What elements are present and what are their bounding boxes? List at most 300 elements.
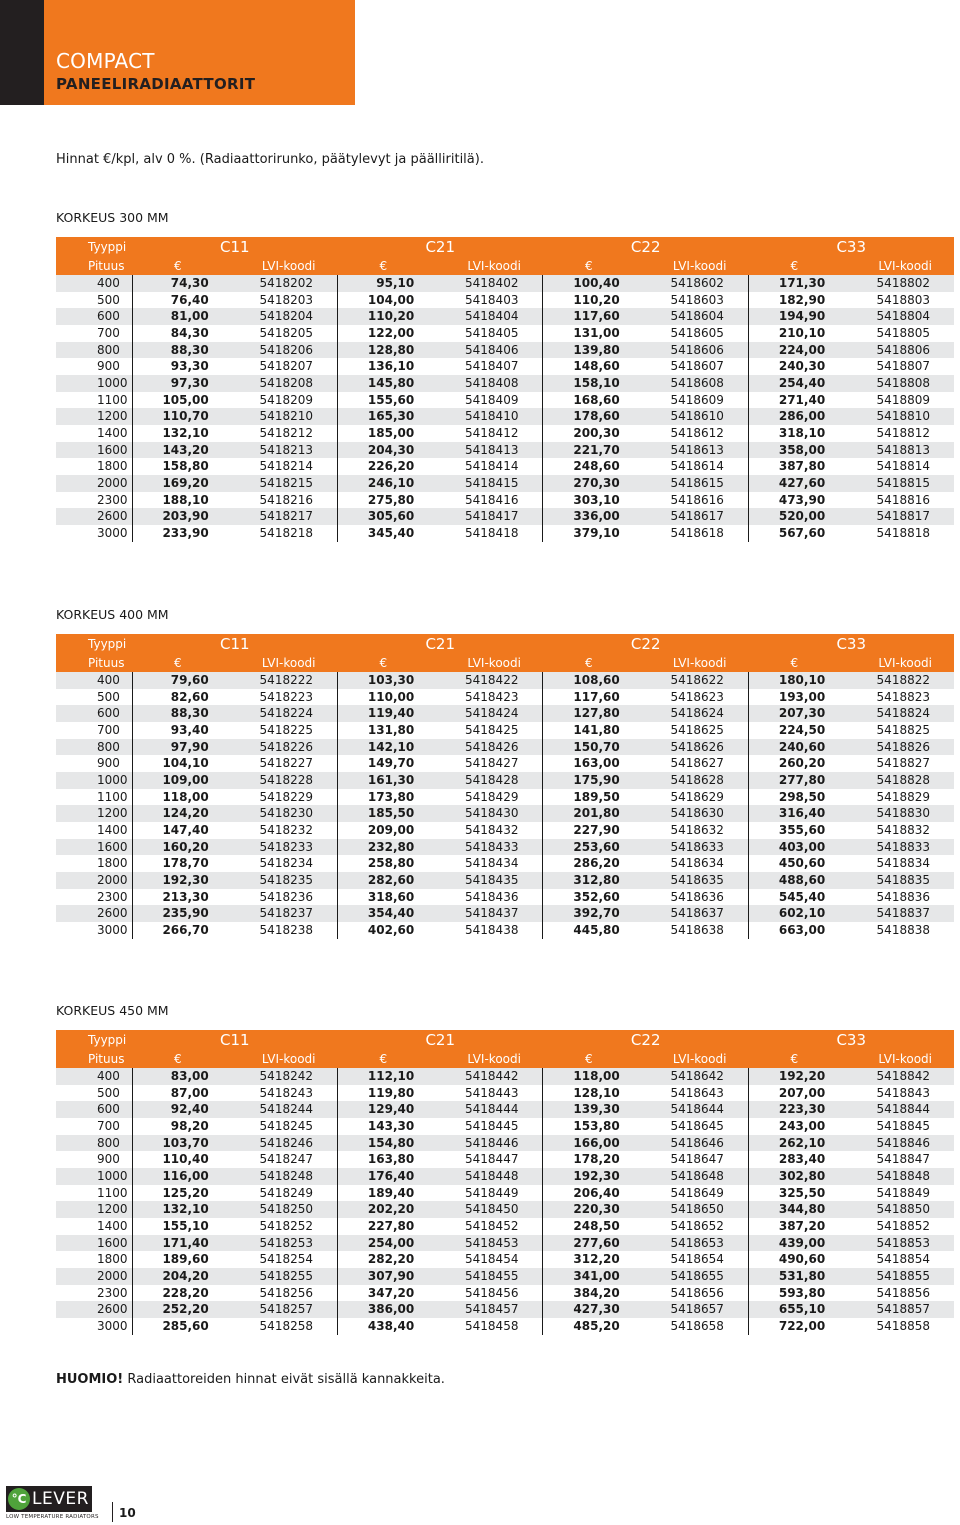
price-cell: 117,60 (543, 308, 646, 325)
price-cell: 124,20 (132, 805, 235, 822)
price-cell: 178,20 (543, 1151, 646, 1168)
price-cell: 178,70 (132, 855, 235, 872)
table-row (56, 392, 954, 409)
page-subtitle: PANEELIRADIAATTORIT (56, 75, 256, 93)
price-cell: 201,80 (543, 805, 646, 822)
price-cell: 173,80 (338, 789, 441, 806)
code-cell: 5418855 (851, 1268, 954, 1285)
price-cell: 318,10 (748, 425, 851, 442)
price-cell: 92,40 (132, 1101, 235, 1118)
code-cell: 5418643 (646, 1085, 749, 1102)
code-cell: 5418450 (440, 1201, 543, 1218)
length-cell: 1200 (56, 805, 132, 822)
table-row (56, 772, 954, 789)
code-cell: 5418804 (851, 308, 954, 325)
price-cell: 129,40 (338, 1101, 441, 1118)
price-cell: 722,00 (748, 1318, 851, 1335)
price-cell: 93,40 (132, 722, 235, 739)
price-cell: 132,10 (132, 425, 235, 442)
price-cell: 163,80 (338, 1151, 441, 1168)
length-cell: 2300 (56, 889, 132, 906)
length-cell: 1600 (56, 1235, 132, 1252)
code-cell: 5418837 (851, 905, 954, 922)
code-header: LVI-koodi (235, 655, 338, 672)
code-cell: 5418258 (235, 1318, 338, 1335)
table-row (56, 1301, 954, 1318)
price-cell: 125,20 (132, 1185, 235, 1202)
price-header: € (338, 258, 441, 275)
code-cell: 5418609 (646, 392, 749, 409)
price-cell: 270,30 (543, 475, 646, 492)
section-title-450: KORKEUS 450 MM (56, 1003, 169, 1018)
price-cell: 143,20 (132, 442, 235, 459)
code-cell: 5418244 (235, 1101, 338, 1118)
code-cell: 5418203 (235, 292, 338, 309)
price-cell: 166,00 (543, 1135, 646, 1152)
table-row (56, 458, 954, 475)
code-cell: 5418613 (646, 442, 749, 459)
price-cell: 112,10 (338, 1068, 441, 1085)
code-cell: 5418809 (851, 392, 954, 409)
code-cell: 5418422 (440, 672, 543, 689)
code-cell: 5418426 (440, 739, 543, 756)
type-group-c21: C21 (338, 237, 543, 258)
price-cell: 253,60 (543, 839, 646, 856)
code-header: LVI-koodi (646, 655, 749, 672)
price-cell: 185,00 (338, 425, 441, 442)
length-cell: 2300 (56, 1285, 132, 1302)
code-cell: 5418228 (235, 772, 338, 789)
code-cell: 5418217 (235, 508, 338, 525)
price-cell: 81,00 (132, 308, 235, 325)
price-cell: 602,10 (748, 905, 851, 922)
code-cell: 5418210 (235, 408, 338, 425)
price-cell: 312,80 (543, 872, 646, 889)
price-cell: 318,60 (338, 889, 441, 906)
page-title: COMPACT (56, 49, 155, 73)
code-cell: 5418403 (440, 292, 543, 309)
price-cell: 110,20 (338, 308, 441, 325)
code-cell: 5418807 (851, 358, 954, 375)
code-cell: 5418248 (235, 1168, 338, 1185)
code-cell: 5418815 (851, 475, 954, 492)
code-cell: 5418836 (851, 889, 954, 906)
length-cell: 2600 (56, 508, 132, 525)
code-cell: 5418447 (440, 1151, 543, 1168)
price-intro-text: Hinnat €/kpl, alv 0 %. (Radiaattorirunko, päätylevyt ja päälliritilä). (56, 152, 484, 167)
code-cell: 5418405 (440, 325, 543, 342)
type-group-c22: C22 (543, 634, 748, 655)
price-cell: 154,80 (338, 1135, 441, 1152)
price-cell: 254,40 (748, 375, 851, 392)
length-cell: 3000 (56, 525, 132, 542)
code-cell: 5418854 (851, 1251, 954, 1268)
code-cell: 5418238 (235, 922, 338, 939)
price-cell: 228,20 (132, 1285, 235, 1302)
price-cell: 275,80 (338, 492, 441, 509)
price-cell: 262,10 (748, 1135, 851, 1152)
length-cell: 500 (56, 292, 132, 309)
price-cell: 485,20 (543, 1318, 646, 1335)
section-title-400: KORKEUS 400 MM (56, 607, 169, 622)
price-cell: 110,00 (338, 689, 441, 706)
code-cell: 5418602 (646, 275, 749, 292)
code-cell: 5418449 (440, 1185, 543, 1202)
length-label: Pituus (56, 655, 132, 672)
code-cell: 5418227 (235, 755, 338, 772)
length-cell: 1200 (56, 408, 132, 425)
table-row (56, 722, 954, 739)
code-cell: 5418842 (851, 1068, 954, 1085)
price-cell: 282,20 (338, 1251, 441, 1268)
code-cell: 5418442 (440, 1068, 543, 1085)
price-cell: 192,30 (543, 1168, 646, 1185)
code-cell: 5418826 (851, 739, 954, 756)
price-cell: 387,20 (748, 1218, 851, 1235)
price-cell: 286,20 (543, 855, 646, 872)
length-cell: 400 (56, 1068, 132, 1085)
code-cell: 5418409 (440, 392, 543, 409)
price-cell: 445,80 (543, 922, 646, 939)
table-row (56, 1235, 954, 1252)
code-cell: 5418243 (235, 1085, 338, 1102)
price-cell: 473,90 (748, 492, 851, 509)
price-cell: 136,10 (338, 358, 441, 375)
code-cell: 5418434 (440, 855, 543, 872)
code-cell: 5418607 (646, 358, 749, 375)
code-cell: 5418428 (440, 772, 543, 789)
length-cell: 1100 (56, 789, 132, 806)
length-cell: 2000 (56, 475, 132, 492)
code-cell: 5418213 (235, 442, 338, 459)
code-cell: 5418417 (440, 508, 543, 525)
length-cell: 600 (56, 308, 132, 325)
code-cell: 5418256 (235, 1285, 338, 1302)
price-cell: 227,90 (543, 822, 646, 839)
price-table-450 (56, 1030, 954, 1335)
code-cell: 5418832 (851, 822, 954, 839)
price-cell: 153,80 (543, 1118, 646, 1135)
code-cell: 5418622 (646, 672, 749, 689)
price-cell: 248,50 (543, 1218, 646, 1235)
price-cell: 210,10 (748, 325, 851, 342)
code-cell: 5418656 (646, 1285, 749, 1302)
price-cell: 258,80 (338, 855, 441, 872)
code-cell: 5418436 (440, 889, 543, 906)
code-cell: 5418615 (646, 475, 749, 492)
code-cell: 5418414 (440, 458, 543, 475)
table-row (56, 705, 954, 722)
price-cell: 386,00 (338, 1301, 441, 1318)
code-cell: 5418408 (440, 375, 543, 392)
notice-label: HUOMIO! (56, 1372, 124, 1387)
price-cell: 109,00 (132, 772, 235, 789)
price-cell: 347,20 (338, 1285, 441, 1302)
price-cell: 103,70 (132, 1135, 235, 1152)
price-cell: 118,00 (543, 1068, 646, 1085)
code-cell: 5418614 (646, 458, 749, 475)
price-cell: 358,00 (748, 442, 851, 459)
code-cell: 5418828 (851, 772, 954, 789)
price-cell: 204,20 (132, 1268, 235, 1285)
table-row (56, 492, 954, 509)
table-row (56, 1201, 954, 1218)
length-cell: 800 (56, 1135, 132, 1152)
price-cell: 204,30 (338, 442, 441, 459)
type-group-c11: C11 (132, 634, 337, 655)
length-label: Pituus (56, 258, 132, 275)
length-cell: 900 (56, 1151, 132, 1168)
price-cell: 302,80 (748, 1168, 851, 1185)
length-cell: 2000 (56, 872, 132, 889)
price-cell: 188,10 (132, 492, 235, 509)
price-cell: 224,00 (748, 342, 851, 359)
price-cell: 182,90 (748, 292, 851, 309)
price-table-400 (56, 634, 954, 939)
price-cell: 171,40 (132, 1235, 235, 1252)
table-row (56, 1151, 954, 1168)
price-cell: 233,90 (132, 525, 235, 542)
type-group-c21: C21 (338, 634, 543, 655)
code-cell: 5418416 (440, 492, 543, 509)
code-cell: 5418452 (440, 1218, 543, 1235)
price-header: € (748, 258, 851, 275)
code-cell: 5418433 (440, 839, 543, 856)
code-cell: 5418425 (440, 722, 543, 739)
price-cell: 88,30 (132, 705, 235, 722)
code-cell: 5418453 (440, 1235, 543, 1252)
price-header: € (748, 1051, 851, 1068)
price-cell: 131,80 (338, 722, 441, 739)
price-cell: 439,00 (748, 1235, 851, 1252)
code-header: LVI-koodi (235, 258, 338, 275)
code-cell: 5418456 (440, 1285, 543, 1302)
code-cell: 5418627 (646, 755, 749, 772)
length-cell: 500 (56, 689, 132, 706)
table-row (56, 375, 954, 392)
price-cell: 307,90 (338, 1268, 441, 1285)
clever-logo (6, 1486, 99, 1522)
code-cell: 5418257 (235, 1301, 338, 1318)
code-cell: 5418237 (235, 905, 338, 922)
length-cell: 1000 (56, 375, 132, 392)
code-cell: 5418848 (851, 1168, 954, 1185)
code-cell: 5418245 (235, 1118, 338, 1135)
price-cell: 189,40 (338, 1185, 441, 1202)
price-cell: 76,40 (132, 292, 235, 309)
code-cell: 5418204 (235, 308, 338, 325)
length-cell: 3000 (56, 922, 132, 939)
code-cell: 5418648 (646, 1168, 749, 1185)
price-cell: 387,80 (748, 458, 851, 475)
length-cell: 2600 (56, 1301, 132, 1318)
code-cell: 5418623 (646, 689, 749, 706)
price-cell: 224,50 (748, 722, 851, 739)
length-cell: 800 (56, 342, 132, 359)
code-cell: 5418230 (235, 805, 338, 822)
code-cell: 5418806 (851, 342, 954, 359)
price-cell: 427,60 (748, 475, 851, 492)
length-cell: 1400 (56, 822, 132, 839)
price-cell: 100,40 (543, 275, 646, 292)
length-cell: 1800 (56, 855, 132, 872)
code-cell: 5418830 (851, 805, 954, 822)
code-cell: 5418247 (235, 1151, 338, 1168)
code-cell: 5418833 (851, 839, 954, 856)
page-number: 10 (112, 1502, 136, 1522)
price-cell: 160,20 (132, 839, 235, 856)
type-group-c33: C33 (748, 1030, 954, 1051)
code-cell: 5418202 (235, 275, 338, 292)
price-cell: 248,60 (543, 458, 646, 475)
code-cell: 5418802 (851, 275, 954, 292)
price-cell: 438,40 (338, 1318, 441, 1335)
code-cell: 5418629 (646, 789, 749, 806)
code-cell: 5418445 (440, 1118, 543, 1135)
code-cell: 5418215 (235, 475, 338, 492)
price-cell: 145,80 (338, 375, 441, 392)
type-label: Tyyppi (56, 634, 132, 655)
code-cell: 5418644 (646, 1101, 749, 1118)
type-group-c22: C22 (543, 237, 748, 258)
type-group-c33: C33 (748, 237, 954, 258)
price-cell: 277,60 (543, 1235, 646, 1252)
price-cell: 341,00 (543, 1268, 646, 1285)
table-row (56, 525, 954, 542)
length-cell: 500 (56, 1085, 132, 1102)
length-cell: 700 (56, 325, 132, 342)
price-cell: 171,30 (748, 275, 851, 292)
table-row (56, 839, 954, 856)
price-cell: 155,60 (338, 392, 441, 409)
length-cell: 2300 (56, 492, 132, 509)
code-cell: 5418805 (851, 325, 954, 342)
price-cell: 226,20 (338, 458, 441, 475)
code-header: LVI-koodi (851, 258, 954, 275)
code-header: LVI-koodi (440, 1051, 543, 1068)
length-cell: 1100 (56, 1185, 132, 1202)
price-cell: 93,30 (132, 358, 235, 375)
code-cell: 5418413 (440, 442, 543, 459)
length-cell: 900 (56, 358, 132, 375)
logo-wordmark: LEVER (32, 1489, 89, 1509)
price-cell: 403,00 (748, 839, 851, 856)
code-cell: 5418847 (851, 1151, 954, 1168)
code-cell: 5418852 (851, 1218, 954, 1235)
code-cell: 5418816 (851, 492, 954, 509)
table-row (56, 1218, 954, 1235)
price-cell: 83,00 (132, 1068, 235, 1085)
table-row (56, 1251, 954, 1268)
price-cell: 221,70 (543, 442, 646, 459)
table-row (56, 408, 954, 425)
price-cell: 122,00 (338, 325, 441, 342)
code-cell: 5418617 (646, 508, 749, 525)
price-cell: 116,00 (132, 1168, 235, 1185)
price-cell: 260,20 (748, 755, 851, 772)
code-cell: 5418448 (440, 1168, 543, 1185)
price-cell: 282,60 (338, 872, 441, 889)
code-cell: 5418630 (646, 805, 749, 822)
price-cell: 235,90 (132, 905, 235, 922)
price-cell: 352,60 (543, 889, 646, 906)
length-cell: 1400 (56, 1218, 132, 1235)
table-row (56, 342, 954, 359)
price-cell: 384,20 (543, 1285, 646, 1302)
table-row (56, 508, 954, 525)
code-cell: 5418435 (440, 872, 543, 889)
price-cell: 336,00 (543, 508, 646, 525)
code-cell: 5418843 (851, 1085, 954, 1102)
price-cell: 200,30 (543, 425, 646, 442)
code-header: LVI-koodi (646, 258, 749, 275)
code-cell: 5418628 (646, 772, 749, 789)
price-cell: 663,00 (748, 922, 851, 939)
price-cell: 192,20 (748, 1068, 851, 1085)
price-cell: 520,00 (748, 508, 851, 525)
price-cell: 97,90 (132, 739, 235, 756)
code-cell: 5418808 (851, 375, 954, 392)
code-header: LVI-koodi (646, 1051, 749, 1068)
code-cell: 5418212 (235, 425, 338, 442)
code-cell: 5418624 (646, 705, 749, 722)
code-cell: 5418236 (235, 889, 338, 906)
notice-text (56, 1372, 445, 1388)
code-cell: 5418432 (440, 822, 543, 839)
length-cell: 600 (56, 705, 132, 722)
code-cell: 5418822 (851, 672, 954, 689)
code-cell: 5418632 (646, 822, 749, 839)
code-cell: 5418834 (851, 855, 954, 872)
code-cell: 5418216 (235, 492, 338, 509)
price-cell: 593,80 (748, 1285, 851, 1302)
length-cell: 900 (56, 755, 132, 772)
logo-tagline: LOW TEMPERATURE RADIATORS (6, 1514, 99, 1520)
code-cell: 5418810 (851, 408, 954, 425)
table-row (56, 739, 954, 756)
price-cell: 567,60 (748, 525, 851, 542)
code-cell: 5418225 (235, 722, 338, 739)
price-cell: 88,30 (132, 342, 235, 359)
price-cell: 450,60 (748, 855, 851, 872)
length-cell: 1600 (56, 839, 132, 856)
code-cell: 5418633 (646, 839, 749, 856)
code-cell: 5418249 (235, 1185, 338, 1202)
price-cell: 193,00 (748, 689, 851, 706)
header-dark-bar (0, 0, 44, 105)
table-row (56, 475, 954, 492)
code-cell: 5418625 (646, 722, 749, 739)
price-cell: 176,40 (338, 1168, 441, 1185)
code-header: LVI-koodi (851, 1051, 954, 1068)
code-cell: 5418235 (235, 872, 338, 889)
table-row (56, 855, 954, 872)
code-cell: 5418845 (851, 1118, 954, 1135)
code-cell: 5418233 (235, 839, 338, 856)
price-cell: 180,10 (748, 672, 851, 689)
price-cell: 207,30 (748, 705, 851, 722)
price-cell: 427,30 (543, 1301, 646, 1318)
code-cell: 5418844 (851, 1101, 954, 1118)
code-cell: 5418652 (646, 1218, 749, 1235)
price-cell: 316,40 (748, 805, 851, 822)
code-cell: 5418853 (851, 1235, 954, 1252)
code-cell: 5418818 (851, 525, 954, 542)
table-row (56, 425, 954, 442)
code-cell: 5418604 (646, 308, 749, 325)
code-cell: 5418814 (851, 458, 954, 475)
price-cell: 110,70 (132, 408, 235, 425)
